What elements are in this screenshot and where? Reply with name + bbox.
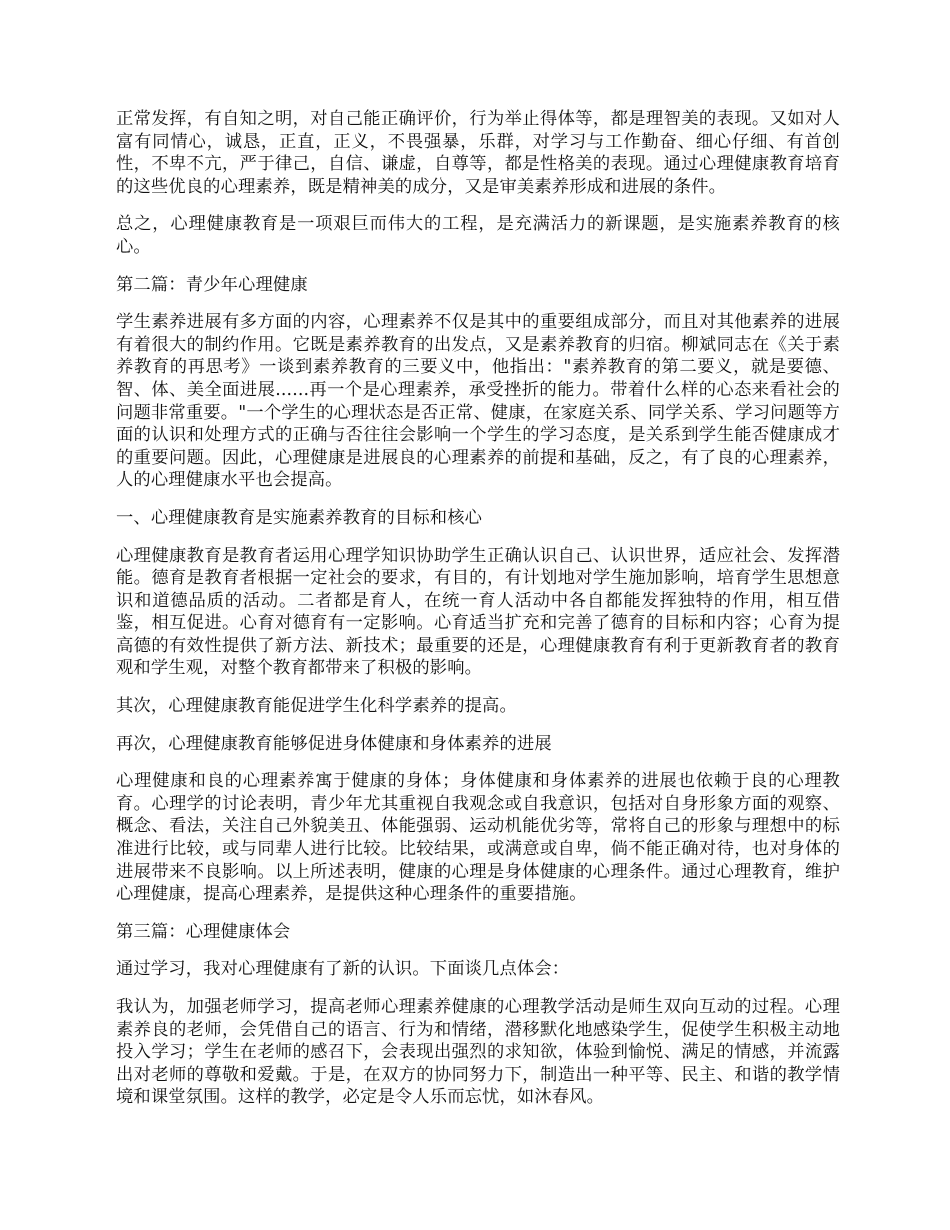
paragraph-teacher-learning: 我认为，加强老师学习，提高老师心理素养健康的心理教学活动是师生双向互动的过程。心理素养良的老师，会凭借自己的语言、行为和情绪，潜移默化地感染学生，促使学生积极主动地投入学习；学生在老师的感召下，会表现出强烈的求知欲，体验到愉悦、满足的情感，并流露出对老师的尊敬和爱戴。于是，在双方的协同努力下，制造出一种平等、民主、和谐的教学情境和课堂氛围。这样的教学，必定是令人乐而忘忧，如沐春风。 — [116, 997, 840, 1108]
paragraph-body-health: 心理健康和良的心理素养寓于健康的身体；身体健康和身体素养的进展也依赖于良的心理教育。心理学的讨论表明，青少年尤其重视自我观念或自我意识，包括对自身形象方面的观察、概念、看法，关注自己外貌美丑、体能强弱、运动机能优劣等，常将自己的形象与理想中的标准进行比较，或与同辈人进行比较。比较结果，或满意或自卑，倘不能正确对待，也对身体的进展带来不良影响。以上所述表明，健康的心理是身体健康的心理条件。通过心理教育，维护心理健康，提高心理素养，是提供这种心理条件的重要措施。 — [116, 771, 840, 905]
subheading-goal-and-core: 一、心理健康教育是实施素养教育的目标和核心 — [116, 507, 483, 528]
document-body — [116, 108, 840, 1124]
paragraph-mental-health-education: 心理健康教育是教育者运用心理学知识协助学生正确认识自己、认识世界，适应社会、发挥潜能。德育是教育者根据一定社会的要求，有目的，有计划地对学生施加影响，培育学生思想意识和道德品质的活动。二者都是育人，在统一育人活动中各自都能发挥独特的作用，相互借鉴，相互促进。心育对德育有一定影响。心育适当扩充和完善了德育的目标和内容；心育为提高德的有效性提供了新方法、新技术；最重要的还是，心理健康教育有利于更新教育者的教育观和学生观，对整个教育都带来了积极的影响。 — [116, 545, 840, 679]
paragraph-intro-continuation: 正常发挥，有自知之明，对自己能正确评价，行为举止得体等，都是理智美的表现。又如对人富有同情心，诚恳，正直，正义，不畏强暴，乐群，对学习与工作勤奋、细心仔细、有首创性，不卑不亢，严于律己，自信、谦虚，自尊等，都是性格美的表现。通过心理健康教育培育的这些优良的心理素养，既是精神美的成分，又是审美素养形成和进展的条件。 — [116, 109, 840, 197]
paragraph-student-quality: 学生素养进展有多方面的内容，心理素养不仅是其中的重要组成部分，而且对其他素养的进展有着很大的制约作用。它既是素养教育的出发点，又是素养教育的归宿。柳斌同志在《关于素养教育的再思考》一谈到素养教育的三要义中，他指出："素养教育的第二要义，就是要德、智、体、美全面进展......再一个是心理素养，承受挫折的能力。带着什么样的心态来看社会的问题非常重要。"一个学生的心理状态是否正常、健康，在家庭关系、同学关系、学习问题等方面的认识和处理方式的正确与否往往会影响一个学生的学习态度，是关系到学生能否健康成才的重要问题。因此，心理健康是进展良的心理素养的前提和基础，反之，有了良的心理素养，人的心理健康水平也会提高。 — [116, 312, 840, 491]
section-heading-part-two: 第二篇：青少年心理健康 — [116, 274, 308, 295]
paragraph-conclusion: 总之，心理健康教育是一项艰巨而伟大的工程，是充满活力的新课题，是实施素养教育的核心。 — [116, 214, 840, 257]
paragraph-learning-insights: 通过学习，我对心理健康有了新的认识。下面谈几点体会： — [116, 959, 570, 980]
paragraph-secondly: 其次，心理健康教育能促进学生化科学素养的提高。 — [116, 696, 517, 717]
paragraph-thirdly: 再次，心理健康教育能够促进身体健康和身体素养的进展 — [116, 733, 552, 754]
section-heading-part-three: 第三篇：心理健康体会 — [116, 921, 291, 942]
